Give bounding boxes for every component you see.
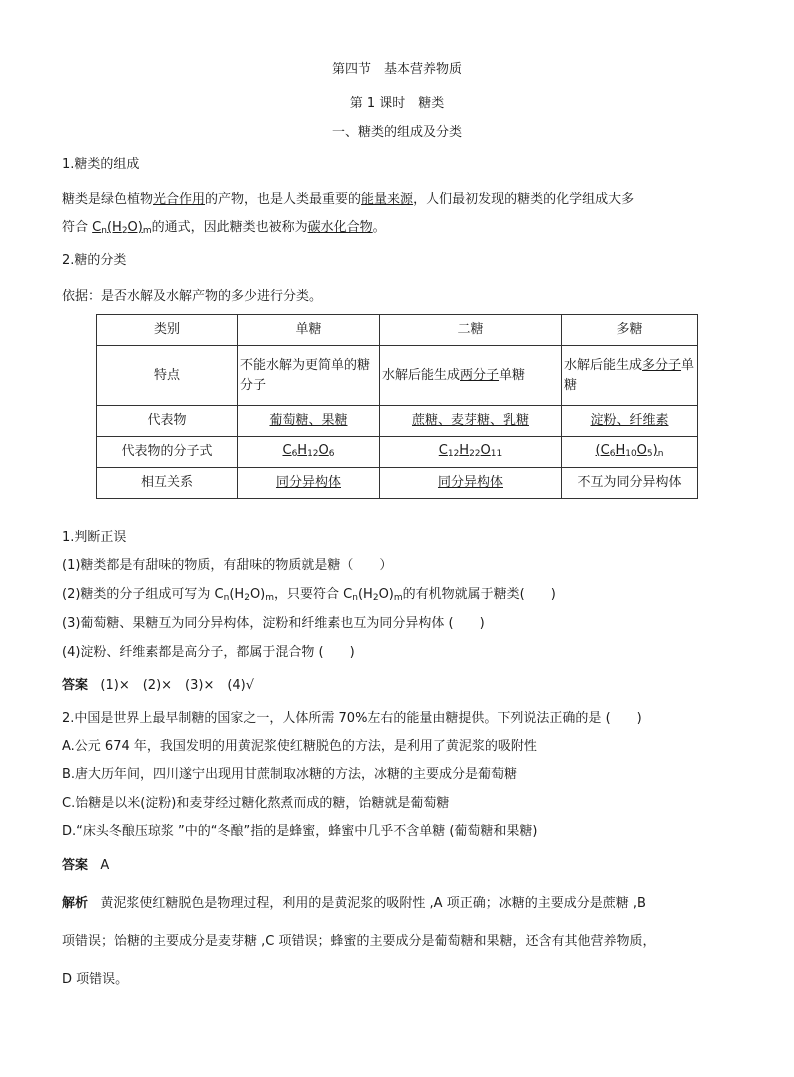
q2-option-b: B.唐大历年间，四川遂宁出现用甘蔗制取冰糖的方法，冰糖的主要成分是葡萄糖	[62, 767, 518, 782]
underlined-term: 同分异构体	[437, 475, 503, 490]
formula-sub: 6	[291, 448, 298, 459]
table-cell: 不能水解为更简单的糖分子	[238, 346, 380, 406]
formula-sub: 12	[447, 448, 460, 459]
formula-sub: 10	[625, 448, 637, 459]
answer-text: (1)× (2)× (3)× (4)√	[100, 678, 255, 693]
formula	[596, 443, 664, 458]
formula	[282, 443, 334, 458]
q2-answer	[62, 856, 109, 876]
table-header: 单糖	[238, 315, 380, 346]
text: (2)糖类的分子组成可写为 C	[62, 587, 224, 602]
text: 。	[372, 220, 386, 235]
formula-sub: 2	[244, 593, 250, 603]
table-cell	[380, 468, 562, 499]
formula-sub: n	[352, 593, 358, 603]
formula-sub: m	[265, 593, 275, 603]
formula-sub: 2	[121, 226, 128, 236]
text: 的有机物就属于糖类( )	[402, 587, 556, 602]
table-cell	[380, 406, 562, 437]
q2-analysis-line: 项错误；饴糖的主要成分是麦芽糖 ,C 项错误；蜂蜜的主要成分是葡萄糖和果糖，还含有其他营养物质，	[62, 934, 656, 949]
answer-label: 答案	[62, 678, 89, 693]
underlined-term: 光合作用	[153, 192, 206, 207]
formula-part: H	[459, 442, 470, 458]
general-formula	[92, 220, 151, 235]
classification-basis: 依据：是否水解及水解产物的多少进行分类。	[62, 289, 323, 304]
table-row	[97, 346, 698, 406]
q1-item: (3)葡萄糖、果糖互为同分异构体，淀粉和纤维素也互为同分异构体 ( )	[62, 616, 485, 631]
row-label: 特点	[97, 346, 238, 406]
text: 水解后能生成	[564, 357, 643, 373]
composition-heading: 1.糖类的组成	[62, 157, 140, 172]
text: ，人们最初发现的糖类的化学组成大多	[413, 192, 635, 207]
formula-part: O)	[127, 220, 143, 235]
text: O)	[378, 587, 394, 602]
formula-sub: m	[393, 593, 403, 603]
table-row	[97, 406, 698, 437]
text: ，只要符合 C	[274, 587, 353, 602]
q1-item: (4)淀粉、纤维素都是高分子，都属于混合物 ( )	[62, 645, 355, 660]
underlined-term: 蔗糖、麦芽糖、乳糖	[411, 413, 529, 428]
formula-sub: 6	[328, 448, 335, 459]
formula-sub: 6	[609, 448, 616, 459]
lesson-title: 第 1 课时 糖类	[349, 96, 445, 111]
formula-sub: 12	[307, 448, 319, 459]
q2-analysis-line	[62, 894, 646, 914]
text: 单糖	[564, 357, 695, 393]
underlined-term: 葡萄糖、果糖	[269, 413, 348, 428]
analysis-text: 黄泥浆使红糖脱色是物理过程，利用的是黄泥浆的吸附性 ,A 项正确；冰糖的主要成分是蔗糖 ,B	[100, 896, 646, 911]
underlined-term: 多分子	[642, 357, 682, 373]
formula-part: (H	[106, 220, 122, 235]
table-cell	[562, 346, 698, 406]
table-cell	[238, 468, 380, 499]
table-header-row	[97, 315, 698, 346]
formula-part: O	[636, 442, 647, 458]
table-row	[97, 437, 698, 468]
table-cell	[238, 406, 380, 437]
table-cell	[380, 346, 562, 406]
table-header: 二糖	[380, 315, 562, 346]
formula-sub: 2	[372, 593, 379, 603]
q1-item	[62, 585, 556, 608]
formula-part: H	[615, 442, 626, 458]
answer-label: 答案	[62, 858, 89, 873]
section-title: 第四节 基本营养物质	[331, 62, 462, 77]
formula-sub: 5	[646, 448, 653, 459]
q1-heading: 1.判断正误	[62, 530, 127, 545]
text: 糖类是绿色植物	[62, 192, 154, 207]
row-label: 代表物的分子式	[97, 437, 238, 468]
formula-sub: 11	[490, 448, 503, 459]
formula-sub: m	[142, 226, 152, 236]
subsection-title: 一、糖类的组成及分类	[331, 125, 462, 140]
formula	[439, 443, 502, 458]
row-label: 代表物	[97, 406, 238, 437]
formula-sub: n	[101, 226, 107, 236]
text: 的通式，因此糖类也被称为	[151, 220, 308, 235]
composition-para-line2	[62, 218, 386, 241]
formula-sub: n	[657, 448, 664, 459]
text: (H	[357, 587, 373, 602]
composition-para-line1	[62, 190, 634, 210]
classification-heading: 2.糖的分类	[62, 253, 127, 268]
formula-part: O	[480, 442, 491, 458]
q1-item: (1)糖类都是有甜味的物质，有甜味的物质就是糖（ ）	[62, 558, 393, 573]
table-cell	[238, 437, 380, 468]
formula-part: H	[297, 442, 308, 458]
formula-sub: n	[223, 593, 230, 603]
underlined-term: 淀粉、纤维素	[590, 413, 669, 428]
table-cell	[562, 406, 698, 437]
table-cell: 不互为同分异构体	[562, 468, 698, 499]
underlined-term: 能量来源	[361, 192, 414, 207]
table-row	[97, 468, 698, 499]
q2-option-a: A.公元 674 年，我国发明的用黄泥浆使红糖脱色的方法，是利用了黄泥浆的吸附性	[62, 739, 537, 754]
row-label: 相互关系	[97, 468, 238, 499]
text: O)	[249, 587, 266, 602]
text: (H	[229, 587, 245, 602]
text: 的产物，也是人类最重要的	[205, 192, 362, 207]
table-header: 多糖	[562, 315, 698, 346]
formula-sub: 22	[469, 448, 481, 459]
table-cell	[562, 437, 698, 468]
text: 符合	[62, 220, 89, 235]
formula-part: )	[652, 442, 658, 458]
formula-part: O	[318, 442, 329, 458]
formula-part: C	[438, 442, 448, 458]
table-cell	[380, 437, 562, 468]
answer-text: A	[100, 858, 110, 873]
table-header: 类别	[97, 315, 238, 346]
q2-stem: 2.中国是世界上最早制糖的国家之一，人体所需 70%左右的能量由糖提供。下列说法正确的是 ( )	[62, 711, 642, 726]
text: 水解后能生成	[382, 367, 461, 383]
q2-option-c: C.饴糖是以米(淀粉)和麦芽经过糖化熬煮而成的糖，饴糖就是葡萄糖	[62, 796, 450, 811]
q2-option-d: D.“床头冬酿压琼浆 ”中的“冬酿”指的是蜂蜜，蜂蜜中几乎不含单糖 (葡萄糖和果糖)	[62, 824, 538, 839]
q2-analysis-line: D 项错误。	[62, 972, 129, 987]
text: 单糖	[499, 367, 526, 383]
formula-part: C	[92, 220, 102, 235]
underlined-term: 同分异构体	[275, 475, 341, 490]
q1-answer	[62, 676, 254, 696]
sugar-classification-table	[96, 314, 698, 499]
underlined-term: 碳水化合物	[307, 220, 373, 235]
analysis-label: 解析	[62, 896, 89, 911]
underlined-term: 两分子	[460, 367, 500, 383]
formula-part: (C	[595, 442, 610, 458]
formula-part: C	[282, 442, 292, 458]
